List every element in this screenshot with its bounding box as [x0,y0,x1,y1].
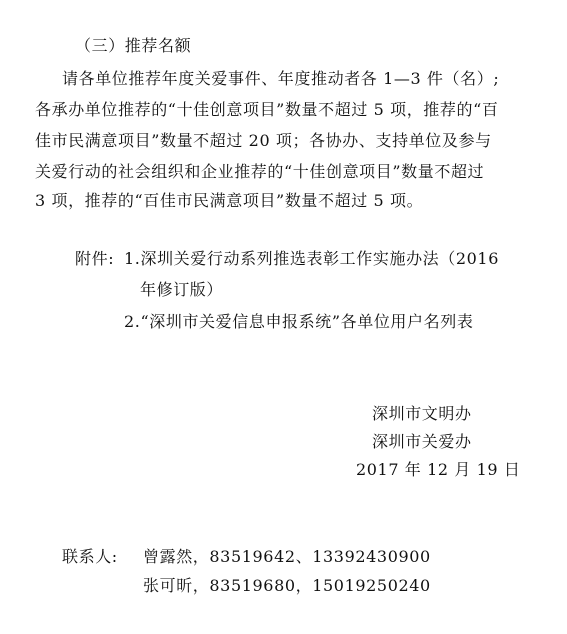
attachment-item-1: 1.深圳关爱行动系列推选表彰工作实施办法（2016 [124,249,499,268]
attachment-item-1-continued: 年修订版） [140,280,224,299]
signature-date: 2017 年 12 月 19 日 [356,460,521,479]
paragraph-line-4: 关爱行动的社会组织和企业推荐的“十佳创意项目”数量不超过 [35,162,485,181]
paragraph-line-5: 3 项，推荐的“百佳市民满意项目”数量不超过 5 项。 [35,191,424,210]
contacts-label: 联系人: [62,547,118,566]
contact-entry-2: 张可昕，83519680，15019250240 [143,576,431,595]
signature-org-1: 深圳市文明办 [372,404,472,423]
attachment-item-2: 2.“深圳市关爱信息申报系统”各单位用户名列表 [124,312,474,331]
paragraph-line-1: 请各单位推荐年度关爱事件、年度推动者各 1—3 件（名）; [62,69,500,88]
paragraph-line-3: 佳市民满意项目”数量不超过 20 项；各协办、支持单位及参与 [35,131,492,150]
section-title: （三）推荐名额 [75,36,192,55]
contact-entry-1: 曾露然，83519642、13392430900 [143,547,431,566]
attachments-label: 附件: [75,249,115,268]
paragraph-line-2: 各承办单位推荐的“十佳创意项目”数量不超过 5 项，推荐的“百 [35,100,499,119]
signature-org-2: 深圳市关爱办 [372,432,472,451]
